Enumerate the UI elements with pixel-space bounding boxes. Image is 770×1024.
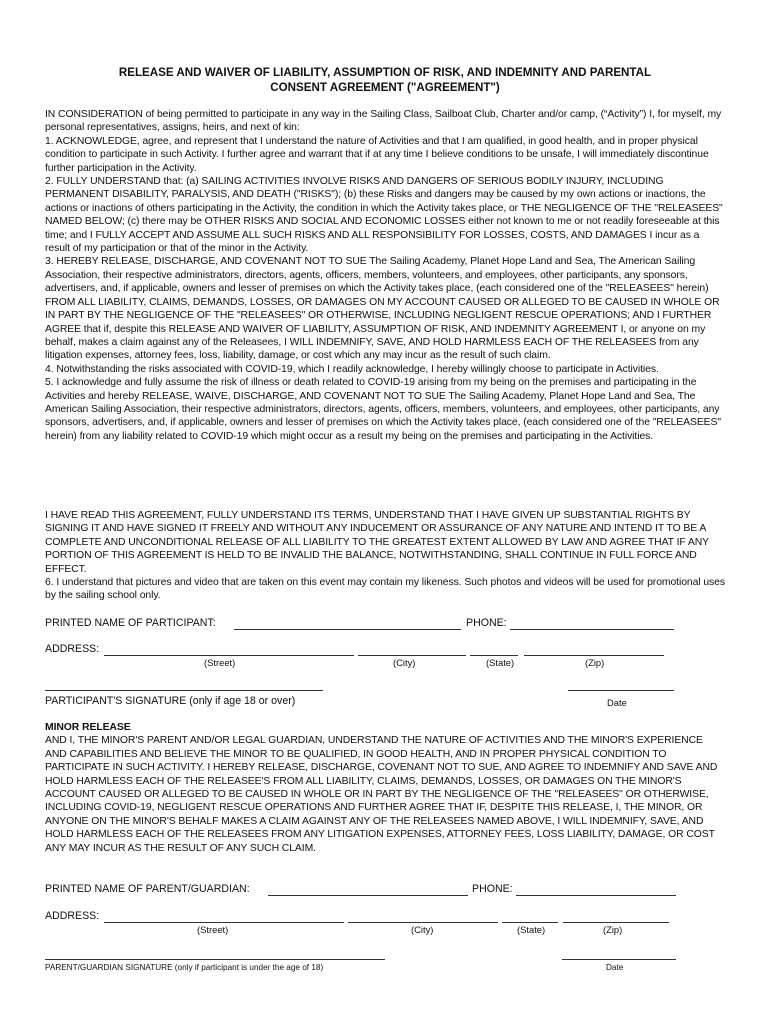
guardian-signature-label: PARENT/GUARDIAN SIGNATURE (only if participant is under the age of 18) xyxy=(45,963,324,972)
participant-signature-field[interactable] xyxy=(45,690,323,691)
guardian-zip-field[interactable] xyxy=(563,922,669,923)
guardian-date-field[interactable] xyxy=(562,959,676,960)
participant-address-label: ADDRESS: xyxy=(45,643,100,655)
participant-state-field[interactable] xyxy=(470,655,518,656)
clause-5: 5. I acknowledge and fully assume the risk of illness or death related to COVID-19 arising from my being on the premises and participating in the Activities and hereby RELEASE, WAIVE, DISCHARGE, AND COVENANT NOT TO SUE The Sailing Academy, Planet Hope Land and Sea, The American Sailing Association, their respective administrators, directors, agents, officers, members, volunteers, and employees, other participants, any sponsors, advertisers, and, if applicable, owners and lesser of premises on which the Activity takes place, (each considered one of the "RELEASEES" herein) from any liability related to COVID-19 which might occur as a result my being on the premises and participating in the Activities. xyxy=(45,377,721,442)
guardian-phone-label: PHONE: xyxy=(472,883,513,895)
participant-state-caption: (State) xyxy=(486,657,515,668)
acknowledgement-paragraph: I HAVE READ THIS AGREEMENT, FULLY UNDERSTAND ITS TERMS, UNDERSTAND THAT I HAVE GIVEN UP SUBSTANTIAL RIGHTS BY SIGNING IT AND HAVE SIGNED IT FREELY AND WITHOUT ANY INDUCEMENT OR ASSURANCE OF ANY NATURE AND INTEND IT TO BE A COMPLETE AND UNCONDITIONAL RELEASE OF ALL LIABILITY TO THE GREATEST EXTENT ALLOWED BY LAW AND AGREE THAT IF ANY PORTION OF THIS AGREEMENT IS HELD TO BE INVALID THE BALANCE, NOTWITHSTANDING, SHALL CONTINUE IN FULL FORCE AND EFFECT. xyxy=(45,510,709,575)
intro-paragraph: IN CONSIDERATION of being permitted to participate in any way in the Sailing Class, Sailboat Club, Charter and/or camp, (“Activity”) I, for myself, my personal representatives, assigns, heirs, and next of kin: xyxy=(45,109,722,134)
clause-6: 6. I understand that pictures and video that are taken on this event may contain my likeness. Such photos and videos will be used for promotional uses by the sailing school only. xyxy=(45,577,725,602)
guardian-signature-field[interactable] xyxy=(45,959,385,960)
participant-street-caption: (Street) xyxy=(204,657,236,668)
guardian-name-label: PRINTED NAME OF PARENT/GUARDIAN: xyxy=(45,883,250,895)
agreement-body xyxy=(45,108,725,443)
guardian-street-caption: (Street) xyxy=(197,924,229,935)
participant-name-field[interactable] xyxy=(234,629,461,630)
participant-date-field[interactable] xyxy=(568,690,674,691)
participant-street-field[interactable] xyxy=(104,655,354,656)
guardian-street-field[interactable] xyxy=(104,922,344,923)
clause-2: 2. FULLY UNDERSTAND that: (a) SAILING ACTIVITIES INVOLVE RISKS AND DANGERS OF SERIOUS BODILY INJURY, INCLUDING PERMANENT DISABILITY, PARALYSIS, AND DEATH ("RISKS"); (b) these Risks and dangers may be caused by my own actions or inactions, the actions or inactions of others participating in the Activity, the condition in which the Activity takes place, or THE NEGLIGENCE OF THE "RELEASEES" NAMED BELOW; (c) there may be OTHER RISKS AND SOCIAL AND ECONOMIC LOSSES either not known to me or not readily foreseeable at this time; and I FULLY ACCEPT AND ASSUME ALL SUCH RISKS AND ALL RESPONSIBILITY FOR LOSSES, COSTS, AND DAMAGES I incur as a result of my participation or that of the minor in the Activity. xyxy=(45,176,723,255)
participant-city-field[interactable] xyxy=(358,655,466,656)
minor-release-section xyxy=(45,721,725,855)
guardian-date-label: Date xyxy=(606,963,624,972)
guardian-zip-caption: (Zip) xyxy=(603,924,623,935)
guardian-name-field[interactable] xyxy=(268,895,468,896)
minor-release-text: AND I, THE MINOR'S PARENT AND/OR LEGAL GUARDIAN, UNDERSTAND THE NATURE OF ACTIVITIES AND THE MINOR'S EXPERIENCE AND CAPABILITIES AND BELIEVE THE MINOR TO BE QUALIFIED, IN GOOD HEALTH, AND IN PROPER PHYSICAL CONDITION TO PARTICIPATE IN SUCH ACTIVITY. I HEREBY RELEASE, DISCHARGE, COVENANT NOT TO SUE, AND AGREE TO INDEMNIFY AND SAVE AND HOLD HARMLESS EACH OF THE RELEASEE'S FROM ALL LIABILITY, CLAIMS, DEMANDS, LOSSES, OR DAMAGES ON THE MINOR'S ACCOUNT CAUSED OR ALLEGED TO BE CAUSED IN WHOLE OR IN PART BY THE NEGLIGENCE OF THE "RELEASEES" OR OTHERWISE, INCLUDING COVID-19, NEGLIGENT RESCUE OPERATIONS AND FURTHER AGREE THAT IF, DESPITE THIS RELEASE, I, THE MINOR, OR ANYONE ON THE MINOR'S BEHALF MAKES A CLAIM AGAINST ANY OF THE RELEASEES NAMED ABOVE, I WILL INDEMNIFY, SAVE, AND HOLD HARMLESS EACH OF THE RELEASEES FROM ANY LITIGATION EXPENSES, ATTORNEY FEES, LOSS LIABILITY, DAMAGE, OR COST ANY MAY INCUR AS THE RESULT OF ANY SUCH CLAIM. xyxy=(45,735,718,854)
clause-1: 1. ACKNOWLEDGE, agree, and represent that I understand the nature of Activities and that I am qualified, in good health, and in proper physical condition to participate in such Activity. I further agree and warrant that if at any time I believe conditions to be unsafe, I will immediately discontinue further participation in the Activity. xyxy=(45,135,709,174)
minor-release-heading: MINOR RELEASE xyxy=(45,722,131,733)
participant-phone-label: PHONE: xyxy=(466,617,507,629)
acknowledgement-block xyxy=(45,509,725,603)
guardian-city-field[interactable] xyxy=(348,922,498,923)
participant-phone-field[interactable] xyxy=(510,629,674,630)
clause-3: 3. HEREBY RELEASE, DISCHARGE, AND COVENANT NOT TO SUE The Sailing Academy, Planet Hope Land and Sea, The American Sailing Association, their respective administrators, directors, agents, officers, members, volunteers, and employees, other participants, any sponsors, advertisers, and, if applicable, owners and lesser of premises on which the Activity takes place, (each considered one of the "RELEASEES" herein) FROM ALL LIABILITY, CLAIMS, DEMANDS, LOSSES, OR DAMAGES ON MY ACCOUNT CAUSED OR ALLEGED TO BE CAUSED IN WHOLE OR IN PART BY THE NEGLIGENCE OF THE "RELEASEES" OR OTHERWISE, INCLUDING NEGLIGENT RESCUE OPERATIONS; AND I FURTHER AGREE that if, despite this RELEASE AND WAIVER OF LIABILITY, ASSUMPTION OF RISK, AND INDEMNITY AGREEMENT I, or anyone on my behalf, makes a claim against any of the Releasees, I WILL INDEMNIFY, SAVE, AND HOLD HARMLESS EACH OF THE RELEASEES from any litigation expenses, attorney fees, loss, liability, damage, or cost which any may incur as the result of such claim. xyxy=(45,256,720,362)
participant-zip-field[interactable] xyxy=(524,655,664,656)
participant-city-caption: (City) xyxy=(393,657,416,668)
title-line-1: RELEASE AND WAIVER OF LIABILITY, ASSUMPTION OF RISK, AND INDEMNITY AND PARENTAL xyxy=(118,66,652,79)
guardian-state-field[interactable] xyxy=(502,922,558,923)
guardian-state-caption: (State) xyxy=(517,924,546,935)
participant-name-label: PRINTED NAME OF PARTICIPANT: xyxy=(45,617,216,629)
participant-date-label: Date xyxy=(607,697,627,708)
guardian-city-caption: (City) xyxy=(411,924,434,935)
participant-zip-caption: (Zip) xyxy=(585,657,605,668)
clause-4: 4. Notwithstanding the risks associated with COVID-19, which I readily acknowledge, I hereby willingly choose to participate in Activities. xyxy=(45,363,659,375)
guardian-address-label: ADDRESS: xyxy=(45,910,100,922)
participant-signature-label: PARTICIPANT'S SIGNATURE (only if age 18 or over) xyxy=(45,695,296,707)
guardian-phone-field[interactable] xyxy=(516,895,676,896)
document-title xyxy=(40,65,730,95)
title-line-2: CONSENT AGREEMENT ("AGREEMENT") xyxy=(270,81,500,94)
